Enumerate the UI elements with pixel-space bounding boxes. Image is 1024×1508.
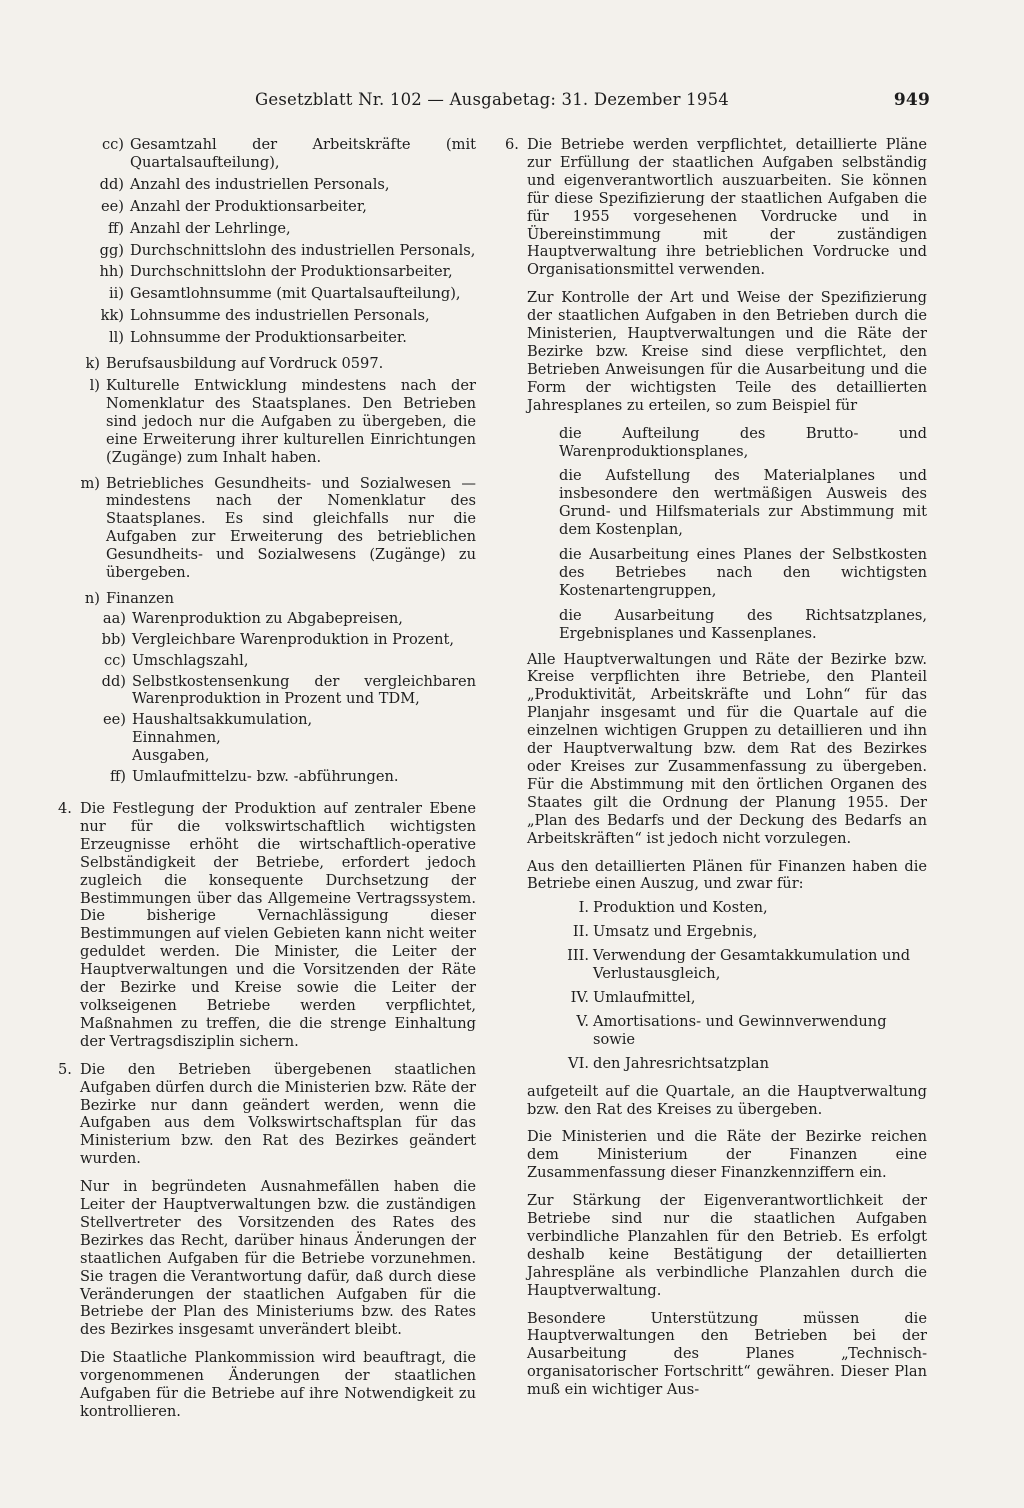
item-label: ee) [103,711,126,729]
item-text: den Jahresrichtsatzplan [593,1054,770,1072]
bullet-list [505,425,927,643]
list-item [58,198,476,216]
list-item [58,242,476,260]
item-text: Gesamtzahl der Arbeitskräfte (mit Quartalsaufteilung), [130,136,476,171]
item-label: I. [578,899,589,917]
item-label: II. [572,923,589,941]
paragraph-number: 4. [58,800,72,817]
item-label: gg) [99,241,124,259]
item-text: Umlaufmittelzu- bzw. -abführungen. [132,768,399,786]
item-text: Ausgaben, [132,747,210,765]
list-item [505,1013,927,1049]
list-item: die Ausarbeitung eines Planes der Selbstkosten des Betriebes nach den wichtigsten Kostenartengruppen, [559,546,927,599]
item-text: Kulturelle Entwicklung mindestens nach der Nomenklatur des Staatsplanes. Den Betrieben sind jedoch nur die Aufgaben zu übergeben, die eine Erweiterung ihrer kulturellen Einrichtungen (Zugänge) zum Inhalt haben. [106,376,476,466]
item-label: hh) [99,263,124,281]
item-label: aa) [102,609,126,627]
item-text: Haushaltsakkumulation, [132,711,313,729]
header-title: Gesetzblatt Nr. 102 — Ausgabetag: 31. Dezember 1954 [255,90,729,109]
paragraph-5 [58,1061,476,1168]
paragraph-6-b: Zur Kontrolle der Art und Weise der Spezifizierung der staatlichen Aufgaben in den Betrieben durch die Ministerien, Hauptverwaltungen und die Räte der Bezirke bzw. Kreise sind diese verpflichtet, den Betrieben Anweisungen für die Ausarbeitung und die Form der wichtigsten Teile des detaillierten Jahresplanes zu erteilen, so zum Beispiel für [527,289,927,414]
roman-list [505,899,927,1072]
paragraph-6-d: Aus den detaillierten Plänen für Finanzen haben die Betriebe einen Auszug, und zwar für: [527,857,927,893]
paragraph-text: Die Festlegung der Produktion auf zentraler Ebene nur für die volkswirtschaftlich wichtigsten Erzeugnisse erhöht die wirtschaftlich-operative Selbständigkeit der Betriebe, erfordert jedoch zugleich die konsequente Durchsetzung der Bestimmungen über das Allgemeine Vertragssystem. Die bisherige Vernachlässigung dieser Bestimmungen auf vielen Gebieten kann nicht weiter geduldet werden. Die Minister, die Leiter der Hauptverwaltungen und die Vorsitzenden der Räte der Bezirke und Kreise sowie die Leiter der volkseigenen Betriebe werden verpflichtet, Maßnahmen zu treffen, die die strenge Einhaltung der Vertragsdisziplin sichern. [80,800,476,1050]
item-text: Umlaufmittel, [593,988,696,1006]
item-text: Berufsausbildung auf Vordruck 0597. [106,355,384,373]
list-item [505,947,927,983]
paragraph-4 [58,800,476,1051]
item-label: m) [80,474,100,492]
item-label: V. [576,1012,589,1030]
item-label: VI. [568,1054,589,1072]
item-label: ii) [108,285,124,303]
list-item [58,136,476,172]
section-k [58,355,476,373]
item-text: Produktion und Kosten, [593,899,768,917]
list-item [58,263,476,281]
list-item [505,1055,927,1073]
list-item [58,329,476,347]
item-label: bb) [101,630,126,648]
right-column [505,136,927,1409]
paragraph-6-f: Die Ministerien und die Räte der Bezirke reichen dem Ministerium der Finanzen eine Zusammenfassung dieser Finanzkennziffern ein. [527,1128,927,1182]
item-text: Durchschnittslohn der Produktionsarbeiter, [130,263,453,281]
item-label: n) [84,589,100,607]
list-item [58,652,476,670]
list-item [58,768,476,786]
page-number: 949 [893,90,930,110]
paragraph-6-h: Besondere Unterstützung müssen die Hauptverwaltungen den Betrieben bei der Ausarbeitung des Planes „Technisch-organisatorischer Fortschritt“ gewähren. Dieser Plan muß ein wichtiger Aus- [527,1309,927,1399]
item-text: Umschlagszahl, [132,651,249,669]
item-text: Einnahmen, [132,729,221,747]
list-item [505,989,927,1007]
list-item [58,307,476,325]
item-label: dd) [101,672,126,690]
item-label: ee) [101,197,124,215]
item-text: Lohnsumme der Produktionsarbeiter. [130,329,407,347]
item-text: Umsatz und Ergebnis, [593,923,758,941]
item-text: Selbstkostensenkung der vergleichbaren Warenproduktion in Prozent und TDM, [132,672,476,708]
item-text: Gesamtlohnsumme (mit Quartalsaufteilung), [130,285,461,303]
list-item [58,220,476,238]
paragraph-6-c: Alle Hauptverwaltungen und Räte der Bezirke bzw. Kreise verpflichten ihre Betriebe, den Planteil „Produktivität, Arbeitskräfte und Lohn“ für das Planjahr insgesamt und für die Quartale auf die einzelnen wichtigen Gruppen zu detaillieren und ihn der Hauptverwaltung bzw. dem Rat des Bezirkes oder Kreises zur Zusammenfassung zu übergeben. Für die Abstimmung mit den örtlichen Organen des Staates gilt die Ordnung der Planung 1955. Der „Plan des Bedarfs und der Deckung des Bedarfs an Arbeitskräften“ ist jedoch nicht vorzulegen. [527,650,927,847]
finance-sublist [58,610,476,786]
section-m [58,475,476,582]
paragraph-5-c: Die Staatliche Plankommission wird beauftragt, die vorgenommenen Änderungen der staatlichen Aufgaben für die Betriebe auf ihre Notwendigkeit zu kontrollieren. [80,1349,476,1420]
item-label: kk) [100,307,124,325]
paragraph-number: 5. [58,1060,72,1078]
item-text: Vergleichbare Warenproduktion in Prozent, [132,630,454,648]
item-label: ff) [109,768,126,786]
item-label: dd) [99,175,124,193]
list-item [505,899,927,917]
list-item [58,176,476,194]
item-label: ff) [107,219,124,237]
paragraph-5-b: Nur in begründeten Ausnahmefällen haben die Leiter der Hauptverwaltungen bzw. die zuständigen Stellvertreter des Vorsitzenden des Rates des Bezirkes das Recht, darüber hinaus Änderungen der staatlichen Aufgaben für die Betriebe vorzunehmen. Sie tragen die Verantwortung dafür, daß durch diese Veränderungen der staatlichen Aufgaben für die Betriebe der Plan des Ministeriums bzw. des Rates des Bezirkes insgesamt unverändert bleibt. [80,1178,476,1339]
list-item: die Ausarbeitung des Richtsatzplanes, Ergebnisplanes und Kassenplanes. [559,606,927,642]
paragraph-6 [505,136,927,279]
item-label: cc) [101,136,124,153]
list-item [58,285,476,303]
item-text: Anzahl des industriellen Personals, [130,175,390,193]
section-n [58,590,476,608]
paragraph-6-g: Zur Stärkung der Eigenverantwortlichkeit der Betriebe sind nur die staatlichen Aufgaben verbindliche Planzahlen für den Betrieb. Es erfolgt deshalb keine Bestätigung der detaillierten Jahrespläne als verbindliche Planzahlen durch die Hauptverwaltung. [527,1192,927,1299]
list-item [58,610,476,628]
item-label: ll) [108,329,124,347]
list-item [58,711,476,765]
list-item [505,923,927,941]
paragraph-number: 6. [505,136,519,153]
item-text: Anzahl der Produktionsarbeiter, [130,197,367,215]
item-text: Verwendung der Gesamtakkumulation und Verlustausgleich, [593,947,911,983]
section-l [58,377,476,467]
page-header [255,90,930,114]
item-label: IV. [570,988,589,1006]
item-text: Warenproduktion zu Abgabepreisen, [132,609,403,627]
item-label: III. [567,947,589,965]
item-text: Durchschnittslohn des industriellen Personals, [130,241,476,259]
paragraph-text: Die Betriebe werden verpflichtet, detaillierte Pläne zur Erfüllung der staatlichen Aufgaben selbständig und eigenverantwortlich auszuarbeiten. Sie können für diese Spezifizierung der staatlichen Aufgaben die für 1955 vorgesehenen Vordrucke und in Übereinstimmung mit der zuständigen Hauptverwaltung ihre betrieblichen Vordrucke und Organisationsmittel verwenden. [527,136,927,279]
item-text: Amortisations- und Gewinnverwendung sowie [593,1012,887,1048]
item-text: Finanzen [106,589,175,607]
item-text: Betriebliches Gesundheits- und Sozialwesen — mindestens nach der Nomenklatur des Staatsplanes. Es sind gleichfalls nur die Aufgaben zur Erweiterung des betrieblichen Gesundheits- und Sozialwesens (Zugänge) zu übergeben. [106,474,476,582]
list-item: die Aufteilung des Brutto- und Warenproduktionsplanes, [559,424,927,460]
list-item: die Aufstellung des Materialplanes und insbesondere den wertmäßigen Ausweis des Grund- und Hilfsmaterials zur Abstimmung mit dem Kostenplan, [559,467,927,539]
item-label: l) [89,376,100,394]
item-text: Lohnsumme des industriellen Personals, [130,307,430,325]
item-text: Anzahl der Lehrlinge, [130,219,291,237]
item-label: cc) [103,651,126,669]
paragraph-6-e: aufgeteilt auf die Quartale, an die Hauptverwaltung bzw. den Rat des Kreises zu übergeben. [527,1082,927,1118]
list-item [58,631,476,649]
paragraph-text: Die den Betrieben übergebenen staatlichen Aufgaben dürfen durch die Ministerien bzw. Räte der Bezirke nur dann geändert werden, wenn die Aufgaben aus dem Volkswirtschaftsplan für das Ministerium bzw. den Rat des Bezirkes geändert wurden. [80,1060,476,1168]
left-column [58,136,476,1431]
list-item [58,673,476,709]
item-label: k) [85,355,100,373]
